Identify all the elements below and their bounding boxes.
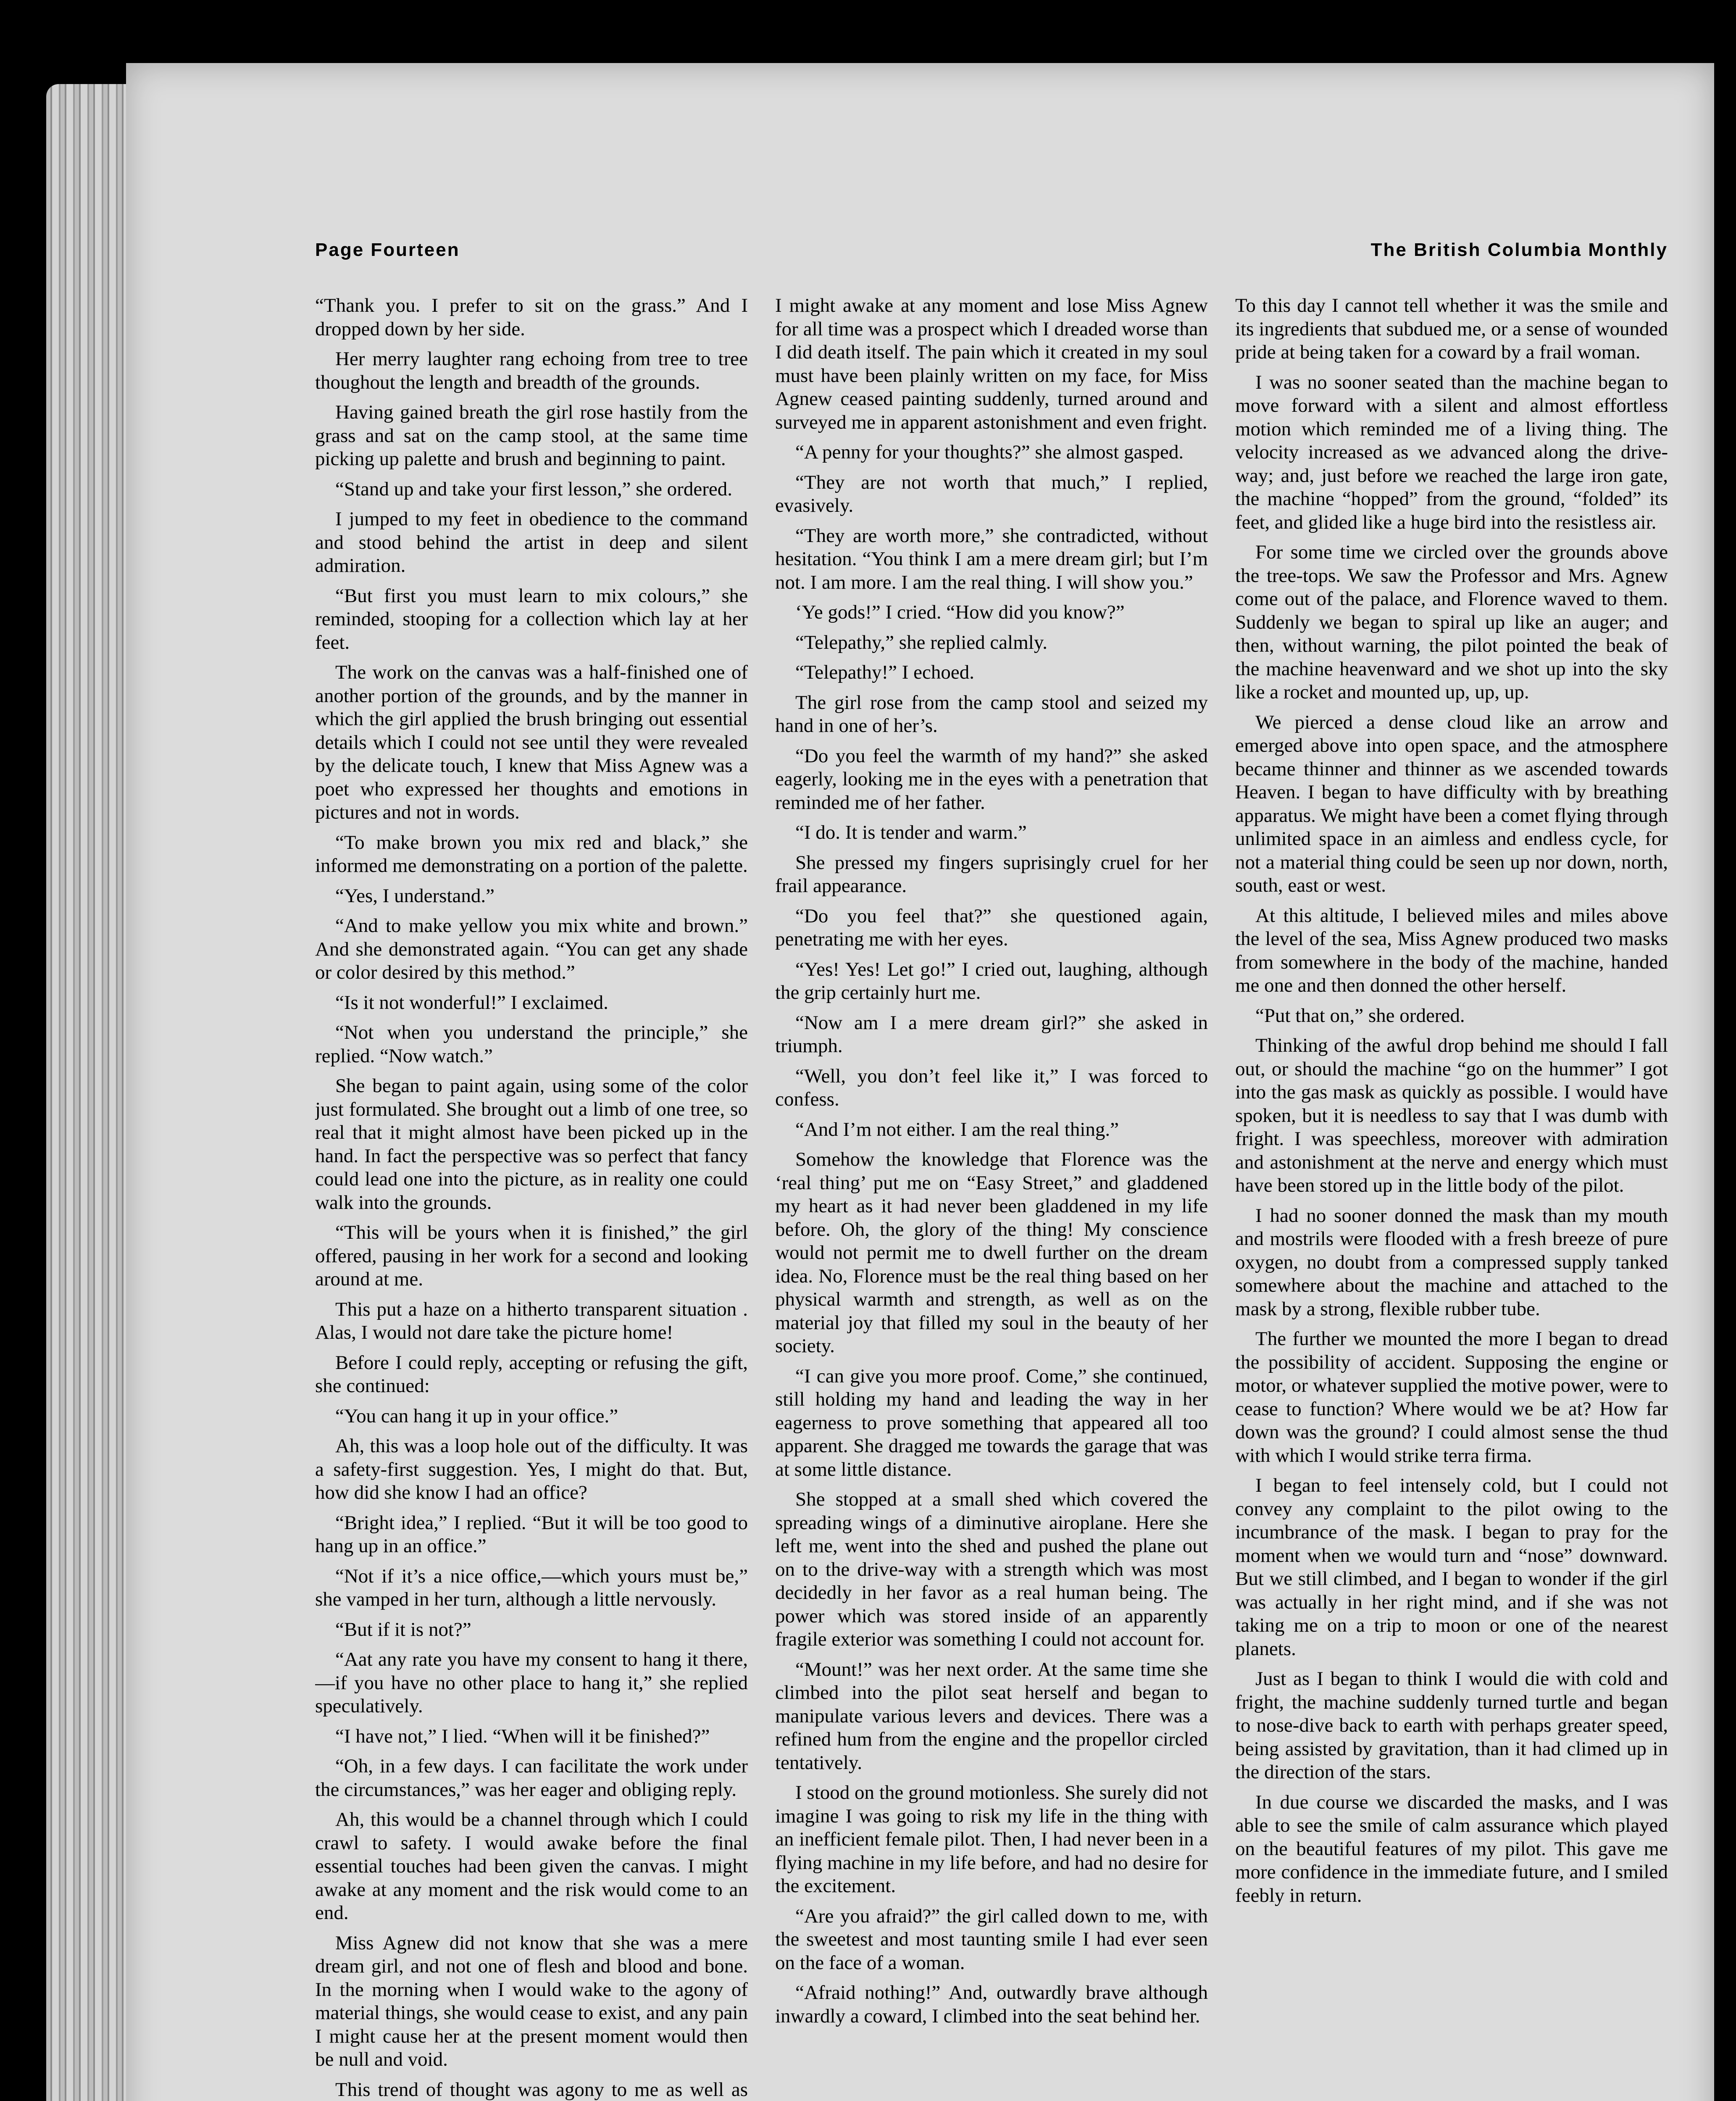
paragraph: Having gained breath the girl rose hastily from the grass and sat on the camp stool, at the same time picking up palette and brush and beginning to paint. [315, 401, 748, 470]
paragraph: “They are worth more,” she contradicted, without hesitation. “You think I am a mere dream girl; but I’m not. I am more. I am the real thing. I will show you.” [775, 524, 1208, 593]
paragraph: “Oh, in a few days. I can facilitate the work under the circumstances,” was her eager and obliging reply. [315, 1755, 748, 1801]
text-columns [315, 294, 1668, 2101]
paragraph: “Not if it’s a nice office,—which yours must be,” she vamped in her turn, although a little nervously. [315, 1565, 748, 1610]
column-2 [775, 294, 1208, 2101]
paragraph: The work on the canvas was a half-finished one of another portion of the grounds, and by the manner in which the girl applied the brush bringing out essential details which I could not see until they were revealed by the delicate touch, I knew that Miss Agnew was a poet who expressed her thoughts and emotions in pictures and not in words. [315, 661, 748, 823]
paragraph: Ah, this would be a channel through which I could crawl to safety. I would awake before the final essential touches had been given the canvas. I might awake at any moment and the risk would come to an end. [315, 1809, 748, 1924]
paragraph: “But first you must learn to mix colours,” she reminded, stooping for a collection which lay at her feet. [315, 584, 748, 653]
paragraph: “Not when you understand the principle,” she replied. “Now watch.” [315, 1022, 748, 1067]
paragraph: This put a haze on a hitherto transparent situation . Alas, I would not dare take the picture home! [315, 1298, 748, 1343]
paragraph: Thinking of the awful drop behind me should I fall out, or should the machine “go on the hummer” I got into the gas mask as quickly as possible. I would have spoken, but it is needless to say that I was dumb with fright. I was speechless, moreover with admiration and astonishment at the nerve and energy which must have been stored up in the little body of the pilot. [1235, 1035, 1668, 1196]
paragraph: “Do you feel the warmth of my hand?” she asked eagerly, looking me in the eyes with a penetration that reminded me of her father. [775, 745, 1208, 814]
paragraph: “I have not,” I lied. “When will it be finished?” [335, 1725, 710, 1747]
paragraph: Her merry laughter rang echoing from tree to tree thoughout the length and breadth of the grounds. [315, 348, 748, 393]
paragraph: “Telepathy,” she replied calmly. [795, 631, 1048, 653]
magazine-page [126, 63, 1714, 2101]
paragraph: To this day I cannot tell whether it was the smile and its ingredients that subdued me, or a sense of wounded pride at being taken for a coward by a frail woman. [1235, 295, 1668, 363]
paragraph: The further we mounted the more I began to dread the possibility of accident. Supposing the engine or motor, or whatever supplied the motive power, were to cease to function? Where would we be at? How far down was the ground? I could almost sense the thud with which I would strike terra firma. [1235, 1328, 1668, 1466]
paragraph: Somehow the knowledge that Florence was the ‘real thing’ put me on “Easy Street,” and gladdened my heart as it had never been gladdened in my life before. Oh, the glory of the thing! My conscience would not permit me to dwell further on the dream idea. No, Florence must be the real thing based on her physical warmth and strength, as well as on the material joy that filled my soul in the beauty of her society. [775, 1148, 1208, 1357]
paragraph: Ah, this was a loop hole out of the difficulty. It was a safety-first suggestion. Yes, I might do that. But, how did she know I had an office? [315, 1435, 748, 1503]
column-3 [1235, 294, 1668, 2101]
paragraph: I had no sooner donned the mask than my mouth and mostrils were flooded with a fresh breeze of pure oxygen, no doubt from a compressed supply tanked somewhere about the machine and attached to the mask by a strong, flexible rubber tube. [1235, 1204, 1668, 1320]
paragraph: She began to paint again, using some of the color just formulated. She brought out a limb of one tree, so real that it might almost have been picked up in the hand. In fact the perspective was so perfect that fancy could lead one into the picture, as in reality one could walk into the grounds. [315, 1075, 748, 1214]
paragraph: “Now am I a mere dream girl?” she asked in triumph. [775, 1011, 1208, 1057]
publication-title: The British Columbia Monthly [1370, 240, 1668, 260]
paragraph: “A penny for your thoughts?” she almost gasped. [795, 441, 1184, 463]
paragraph: At this altitude, I believed miles and miles above the level of the sea, Miss Agnew produced two masks from somewhere in the body of the machine, handed me one and then donned the other herself. [1235, 904, 1668, 996]
paragraph: She stopped at a small shed which covered the spreading wings of a diminutive airoplane. Here she left me, went into the shed and pushed the plane out on to the drive-way with a strength which was most decidedly in her favor as a real human being. The power which was stored inside of an apparently fragile exterior was something I could not account for. [775, 1488, 1208, 1650]
paragraph: “Yes! Yes! Let go!” I cried out, laughing, although the grip certainly hurt me. [775, 958, 1208, 1003]
paragraph: I was no sooner seated than the machine began to move forward with a silent and almost effortless motion which reminded me of a living thing. The velocity increased as we advanced along the drive-way; and, just before we reached the large iron gate, the machine “hopped” from the ground, “folded” its feet, and glided like a huge bird into the resistless air. [1235, 371, 1668, 533]
paragraph: “Stand up and take your first lesson,” she ordered. [335, 478, 732, 500]
paragraph: “You can hang it up in your office.” [335, 1405, 618, 1427]
paragraph: “And I’m not either. I am the real thing.” [795, 1118, 1119, 1140]
paragraph: ‘Ye gods!” I cried. “How did you know?” [795, 601, 1125, 623]
column-1 [315, 294, 748, 2101]
running-head [315, 240, 1668, 273]
paragraph: I began to feel intensely cold, but I could not convey any complaint to the pilot owing to the incumbrance of the mask. I began to pray for the moment when we would turn and “nose” downward. But we still climbed, and I began to wonder if the girl was actually in her right mind, and if she was not taking me on a trip to moon or one of the nearest planets. [1235, 1474, 1668, 1660]
paragraph: “Thank you. I prefer to sit on the grass.” And I dropped down by her side. [315, 295, 748, 340]
paragraph: This trend of thought was agony to me as well as [335, 2078, 748, 2101]
paragraph: “Afraid nothing!” And, outwardly brave although inwardly a coward, I climbed into the seat behind her. [775, 1982, 1208, 2027]
paragraph: “Do you feel that?” she questioned again, penetrating me with her eyes. [775, 905, 1208, 950]
page-content [315, 176, 1668, 2101]
paragraph: She pressed my fingers suprisingly cruel for her frail appearance. [775, 851, 1208, 897]
paragraph: Miss Agnew did not know that she was a mere dream girl, and not one of flesh and blood and bone. In the morning when I would wake to the agony of material things, she would cease to exist, and any pain I might cause her at the present moment would then be null and void. [315, 1932, 748, 2070]
paragraph: “Well, you don’t feel like it,” I was forced to confess. [775, 1065, 1208, 1110]
paragraph: For some time we circled over the grounds above the tree-tops. We saw the Professor and Mrs. Agnew come out of the palace, and Florence waved to them. Suddenly we began to spiral up like an auger; and then, without warning, the pilot pointed the beak of the machine heavenward and we shot up into the sky like a rocket and mounted up, up, up. [1235, 541, 1668, 703]
paragraph: “Are you afraid?” the girl called down to me, with the sweetest and most taunting smile I had ever seen on the face of a woman. [775, 1905, 1208, 1974]
paragraph: “Yes, I understand.” [335, 885, 494, 907]
page-number-label: Page Fourteen [315, 240, 460, 260]
paragraph: Just as I began to think I would die with cold and fright, the machine suddenly turned turtle and began to nose-dive back to earth with perhaps greater speed, being assisted by gravitation, than it had climed up in the direction of the stars. [1235, 1668, 1668, 1783]
paragraph: “To make brown you mix red and black,” she informed me demonstrating on a portion of the palette. [315, 831, 748, 877]
paragraph: “Mount!” was her next order. At the same time she climbed into the pilot seat herself and began to manipulate various levers and devices. There was a refined hum from the engine and the propellor circled tentatively. [775, 1658, 1208, 1774]
paragraph: The girl rose from the camp stool and seized my hand in one of her’s. [775, 691, 1208, 737]
paragraph: “I can give you more proof. Come,” she continued, still holding my hand and leading the way in her eagerness to prove something that appeared all too apparent. She dragged me towards the garage that was at some little distance. [775, 1365, 1208, 1480]
paragraph: In due course we discarded the masks, and I was able to see the smile of calm assurance which played on the beautiful features of my pilot. This gave me more confidence in the immediate future, and I smiled feebly in return. [1235, 1791, 1668, 1906]
paragraph: “Aat any rate you have my consent to hang it there,—if you have no other place to hang it,” she replied speculatively. [315, 1648, 748, 1717]
paragraph: “Is it not wonderful!” I exclaimed. [335, 991, 608, 1014]
paragraph: I jumped to my feet in obedience to the command and stood behind the artist in deep and silent admiration. [315, 508, 748, 577]
paragraph: I stood on the ground motionless. She surely did not imagine I was going to risk my life in the thing with an inefficient female pilot. Then, I had never been in a flying machine in my life before, and had no desire for the excitement. [775, 1782, 1208, 1897]
paragraph: Before I could reply, accepting or refusing the gift, she continued: [315, 1351, 748, 1397]
paragraph: “Put that on,” she ordered. [1255, 1004, 1465, 1027]
paragraph: We pierced a dense cloud like an arrow and emerged above into open space, and the atmosphere became thinner and thinner as we ascended towards Heaven. I began to have difficulty with by breathing apparatus. We might have been a comet flying through unlimited space in an aimless and endless cycle, for not a material thing could be seen up nor down, north, south, east or west. [1235, 711, 1668, 896]
paragraph: “And to make yellow you mix white and brown.” And she demonstrated again. “You can get any shade or color desired by this method.” [315, 915, 748, 983]
paragraph: I might awake at any moment and lose Miss Agnew for all time was a prospect which I dreaded worse than I did death itself. The pain which it created in my soul must have been plainly written on my face, for Miss Agnew ceased painting suddenly, turned around and surveyed me in apparent astonishment and even fright. [775, 295, 1208, 433]
paragraph: “They are not worth that much,” I replied, evasively. [775, 471, 1208, 516]
paragraph: “This will be yours when it is finished,” the girl offered, pausing in her work for a second and looking around at me. [315, 1222, 748, 1290]
paragraph: “But if it is not?” [335, 1618, 471, 1640]
paragraph: “Telepathy!” I echoed. [795, 661, 974, 683]
paragraph: “Bright idea,” I replied. “But it will be too good to hang up in an office.” [315, 1511, 748, 1557]
paragraph: “I do. It is tender and warm.” [795, 821, 1027, 843]
